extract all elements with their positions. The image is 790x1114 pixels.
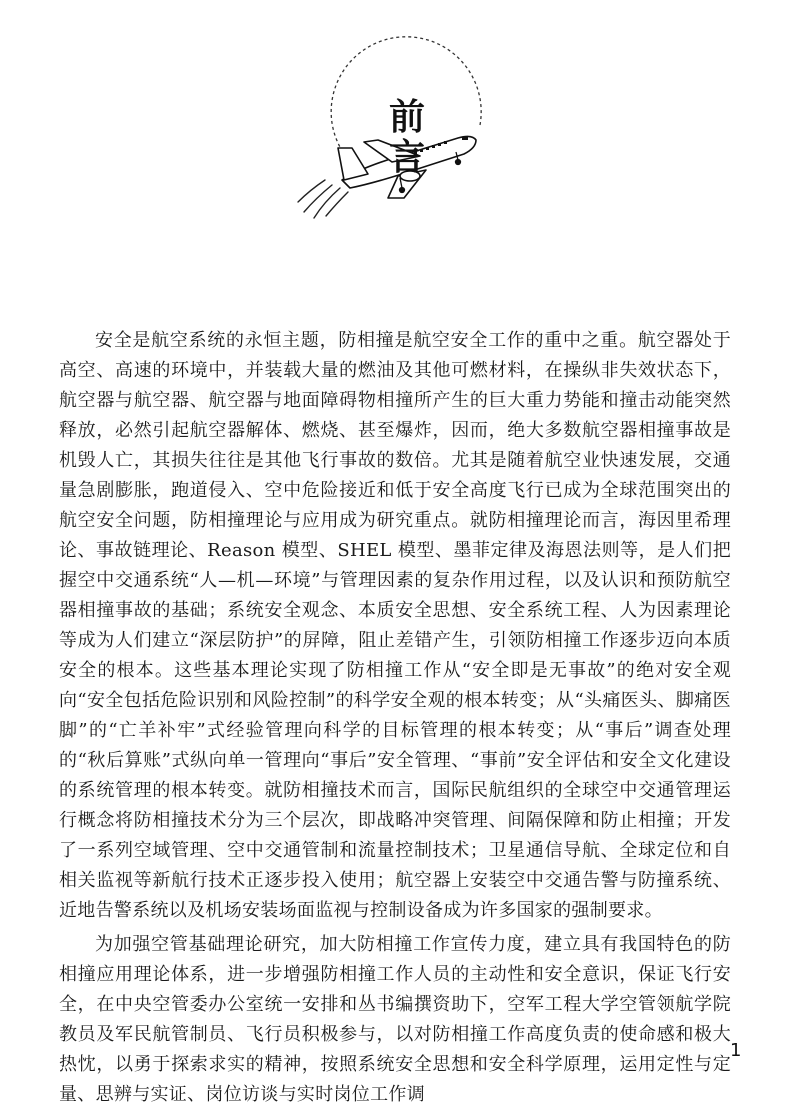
preface-body (59, 326, 731, 1114)
title-char: 前 (388, 97, 425, 138)
paragraph: 安全是航空系统的永恒主题，防相撞是航空安全工作的重中之重。航空器处于高空、高速的环境中，并装载大量的燃油及其他可燃材料，在操纵非失效状态下，航空器与航空器、航空器与地面障碍物相撞所产生的巨大重力势能和撞击动能突然释放，必然引起航空器解体、燃烧、甚至爆炸，因而，绝大多数航空器相撞事故是机毁人亡，其损失往往是其他飞行事故的数倍。尤其是随着航空业快速发展，交通量急剧膨胀，跑道侵入、空中危险接近和低于安全高度飞行已成为全球范围突出的航空安全问题，防相撞理论与应用成为研究重点。就防相撞理论而言，海因里希理论、事故链理论、Reason 模型、SHEL 模型、墨菲定律及海恩法则等，是人们把握空中交通系统“人—机—环境”与管理因素的复杂作用过程，以及认识和预防航空器相撞事故的基础；系统安全观念、本质安全思想、安全系统工程、人为因素理论等成为人们建立“深层防护”的屏障，阻止差错产生，引领防相撞工作逐步迈向本质安全的根本。这些基本理论实现了防相撞工作从“安全即是无事故”的绝对安全观向“安全包括危险识别和风险控制”的科学安全观的根本转变；从“头痛医头、脚痛医脚”的“亡羊补牢”式经验管理向科学的目标管理的根本转变；从“事后”调查处理的“秋后算账”式纵向单一管理向“事后”安全管理、“事前”安全评估和安全文化建设的系统管理的根本转变。就防相撞技术而言，国际民航组织的全球空中交通管理运行概念将防相撞技术分为三个层次，即战略冲突管理、间隔保障和防止相撞；开发了一系列空域管理、空中交通管制和流量控制技术；卫星通信导航、全球定位和自相关监视等新航行技术正逐步投入使用；航空器上安装空中交通告警与防撞系统、近地告警系统以及机场安装场面监视与控制设备成为许多国家的强制要求。 (59, 330, 731, 921)
paragraph: 为加强空管基础理论研究，加大防相撞工作宣传力度，建立具有我国特色的防相撞应用理论体系，进一步增强防相撞工作人员的主动性和安全意识，保证飞行安全，在中央空管委办公室统一安排和丛书编撰资助下，空军工程大学空管领航学院教员及军民航管制员、飞行员积极参与，以对防相撞工作高度负责的使命感和极大热忱，以勇于探索求实的精神，按照系统安全思想和安全科学原理，运用定性与定量、思辨与实证、岗位访谈与实时岗位工作调 (59, 934, 731, 1105)
page-title (385, 98, 429, 178)
preface-header (280, 30, 540, 230)
page-number: 1 (730, 1040, 742, 1061)
title-char: 言 (388, 137, 425, 178)
